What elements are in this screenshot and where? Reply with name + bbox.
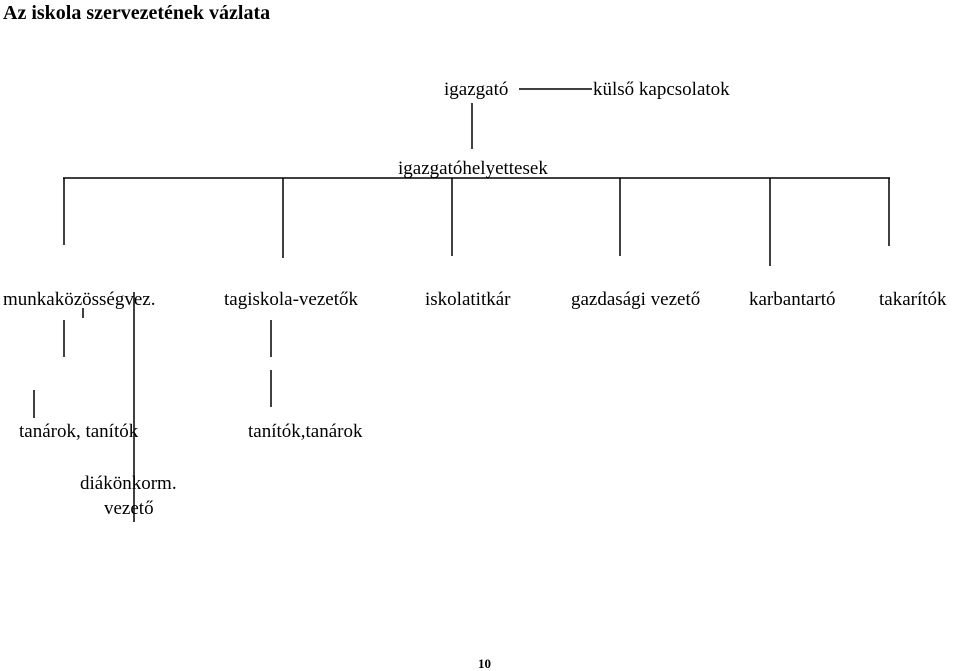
node-teachers-left: tanárok, tanítók	[19, 421, 139, 442]
node-finance-manager: gazdasági vezető	[571, 289, 701, 310]
node-external-relations: külső kapcsolatok	[593, 79, 730, 100]
node-student-gov-line1: diákönkorm.	[80, 473, 177, 494]
page-number: 10	[478, 656, 491, 671]
node-teachers-right: tanítók,tanárok	[248, 421, 363, 442]
node-work-community-leader: munkaközösségvez.	[3, 289, 156, 310]
node-cleaners: takarítók	[879, 289, 947, 310]
node-deputies: igazgatóhelyettesek	[398, 158, 548, 179]
node-branch-leaders: tagiskola-vezetők	[224, 289, 359, 310]
node-school-secretary: iskolatitkár	[425, 289, 511, 310]
node-maintenance: karbantartó	[749, 289, 836, 310]
node-director: igazgató	[444, 79, 509, 100]
page-title: Az iskola szervezetének vázlata	[3, 2, 271, 24]
node-student-gov-line2: vezető	[104, 498, 154, 519]
